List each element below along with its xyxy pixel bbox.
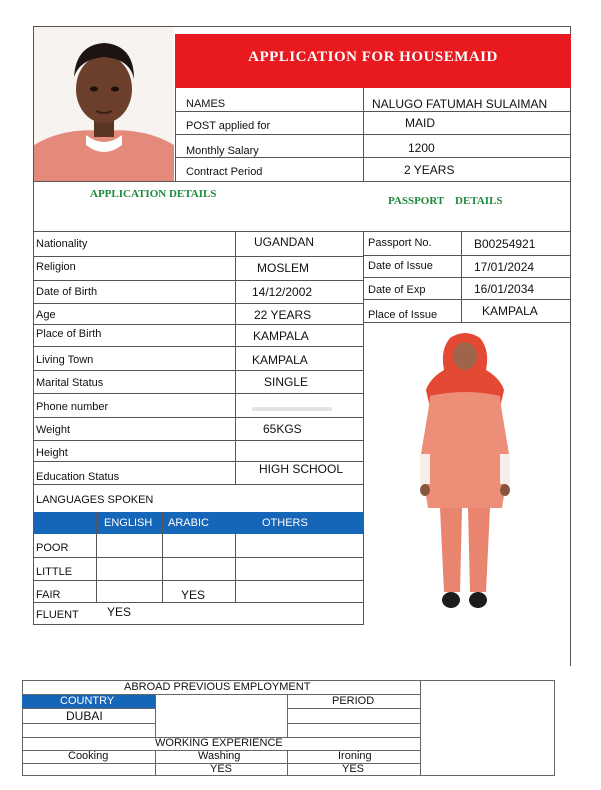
skill-ironing: Ironing [338, 750, 372, 762]
lang-fair-arabic: YES [181, 588, 206, 602]
detail-value-religion: MOSLEM [257, 261, 310, 275]
lang-col-others: OTHERS [262, 517, 308, 529]
skill-ironing-value: YES [342, 763, 365, 775]
employment-table [22, 680, 555, 776]
field-label-post: POST applied for [186, 120, 271, 132]
title-banner [175, 34, 571, 88]
lang-row-poor: POOR [36, 542, 69, 554]
detail-label-dob: Date of Birth [36, 286, 98, 298]
passport-value-place: KAMPALA [482, 304, 538, 318]
employment-country: DUBAI [66, 709, 103, 723]
lang-row-fair: FAIR [36, 589, 61, 601]
detail-label-education: Education Status [36, 471, 120, 483]
phone-redacted [252, 407, 332, 411]
detail-value-place-of-birth: KAMPALA [253, 329, 309, 343]
detail-value-marital-status: SINGLE [264, 375, 309, 389]
field-label-contract: Contract Period [186, 166, 263, 178]
detail-label-age: Age [36, 309, 56, 321]
lang-row-little: LITTLE [36, 566, 73, 578]
working-experience-title: WORKING EXPERIENCE [155, 737, 283, 749]
skill-washing-value: YES [210, 763, 233, 775]
skill-washing: Washing [198, 750, 241, 762]
passport-label-place: Place of Issue [368, 309, 438, 321]
detail-label-living-town: Living Town [36, 354, 94, 366]
country-header: COUNTRY [60, 695, 115, 707]
lang-col-english: ENGLISH [104, 517, 153, 529]
detail-label-place-of-birth: Place of Birth [36, 328, 102, 340]
detail-value-education: HIGH SCHOOL [259, 462, 344, 476]
field-label-salary: Monthly Salary [186, 145, 259, 157]
detail-label-religion: Religion [36, 261, 76, 273]
passport-value-number: B00254921 [474, 237, 536, 251]
employment-title: ABROAD PREVIOUS EMPLOYMENT [124, 681, 311, 693]
detail-value-age: 22 YEARS [254, 308, 312, 322]
lang-col-arabic: ARABIC [168, 517, 209, 529]
languages-title: LANGUAGES SPOKEN [36, 494, 154, 506]
lang-fluent-english: YES [107, 605, 132, 619]
passport-label-number: Passport No. [368, 237, 432, 249]
passport-value-expiry: 16/01/2034 [474, 282, 535, 296]
field-value-names: NALUGO FATUMAH SULAIMAN [372, 97, 548, 111]
passport-label-expiry: Date of Exp [368, 284, 426, 296]
detail-value-nationality: UGANDAN [254, 235, 315, 249]
field-value-salary: 1200 [408, 141, 435, 155]
page-title: APPLICATION FOR HOUSEMAID [248, 49, 498, 65]
detail-label-height: Height [36, 447, 68, 459]
lang-row-fluent: FLUENT [36, 609, 79, 621]
detail-value-dob: 14/12/2002 [252, 285, 313, 299]
detail-value-weight: 65KGS [263, 422, 302, 436]
detail-label-phone: Phone number [36, 401, 109, 413]
detail-label-marital-status: Marital Status [36, 377, 104, 389]
portrait-photo [34, 27, 174, 182]
section-passport-details: PASSPORT DETAILS [388, 195, 503, 207]
field-value-post: MAID [405, 116, 435, 130]
skill-cooking: Cooking [68, 750, 109, 762]
section-application-details: APPLICATION DETAILS [90, 188, 217, 200]
period-header: PERIOD [332, 695, 375, 707]
full-body-photo [400, 330, 530, 620]
field-value-contract: 2 YEARS [404, 163, 455, 177]
field-label-names: NAMES [186, 98, 226, 110]
detail-label-weight: Weight [36, 424, 71, 436]
detail-label-nationality: Nationality [36, 238, 88, 250]
detail-value-living-town: KAMPALA [252, 353, 308, 367]
passport-value-issue: 17/01/2024 [474, 260, 535, 274]
passport-label-issue: Date of Issue [368, 260, 433, 272]
